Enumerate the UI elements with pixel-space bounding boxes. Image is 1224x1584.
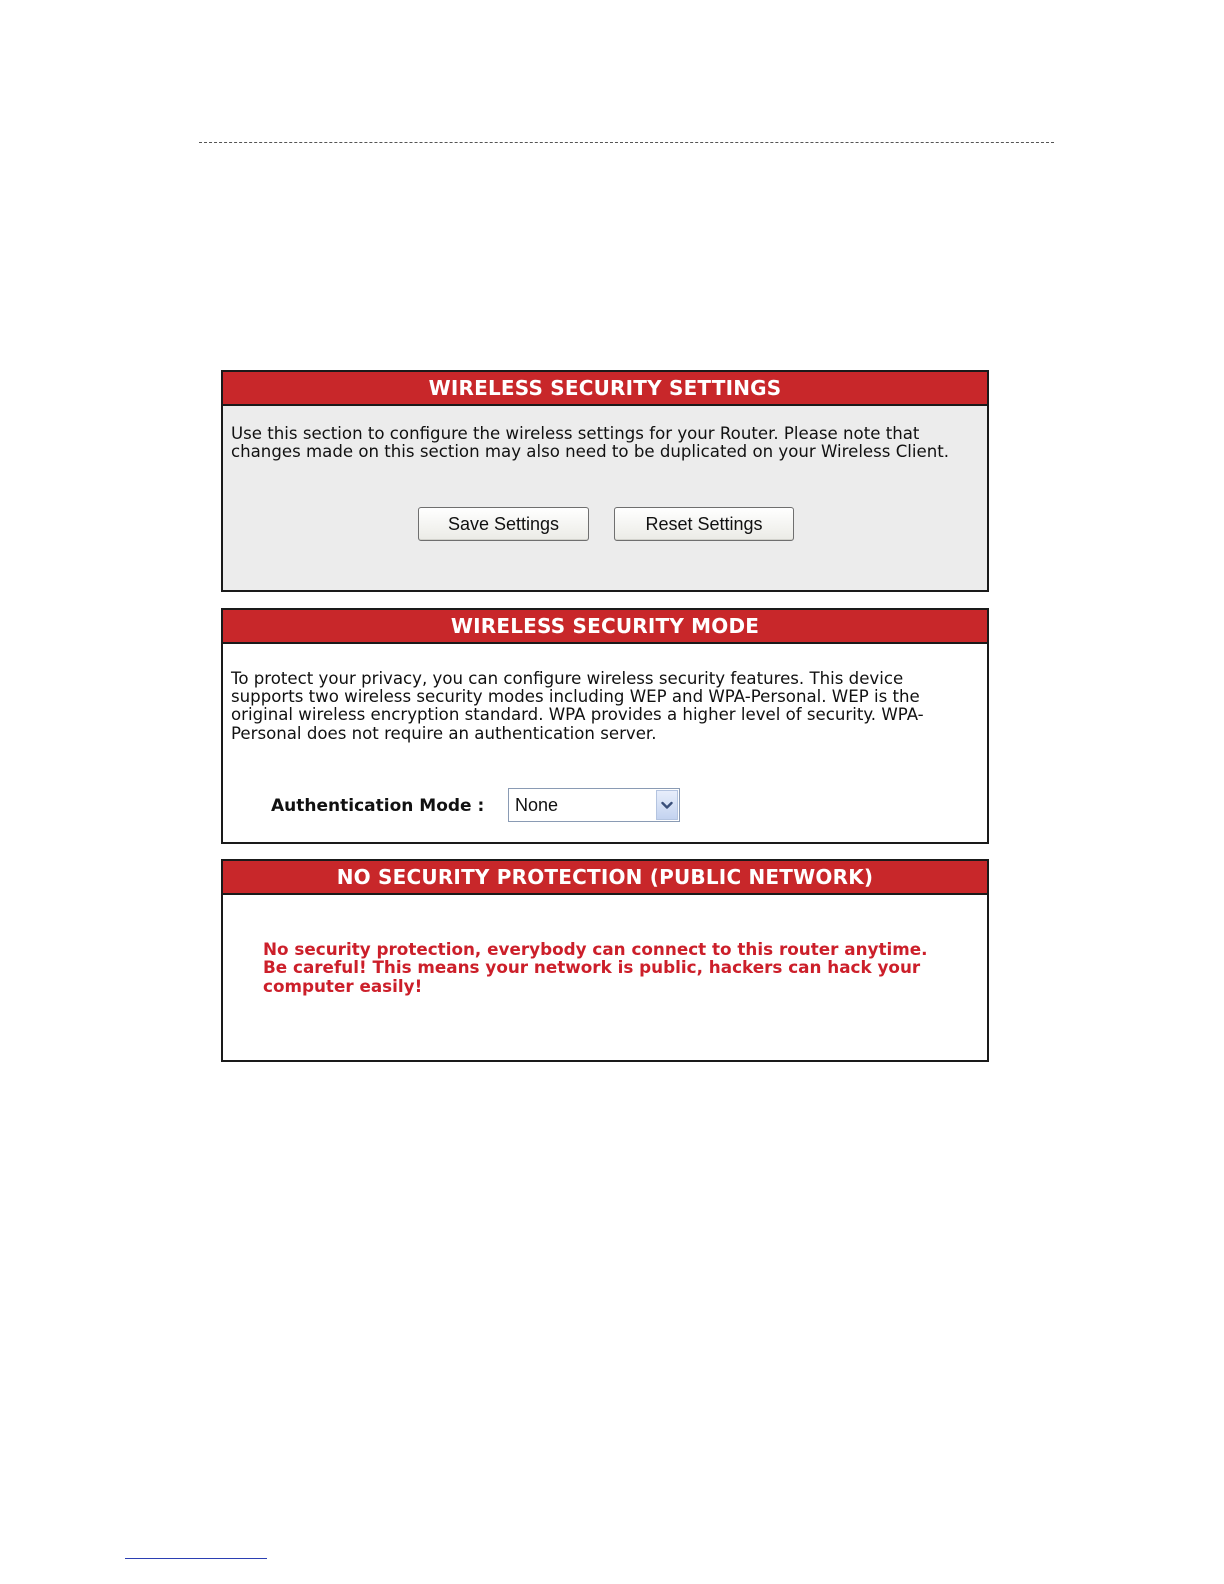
settings-description: Use this section to configure the wireless settings for your Router. Please note that changes made on this section may also need to be duplicated on your Wireless Client.	[231, 424, 950, 462]
panel-title: NO SECURITY PROTECTION (PUBLIC NETWORK)	[223, 861, 987, 895]
no-security-panel	[221, 859, 989, 1062]
security-warning: No security protection, everybody can connect to this router anytime. Be careful! This means your network is public, hackers can hack your computer easily!	[263, 939, 928, 996]
wireless-security-mode-panel	[221, 608, 989, 844]
panel-title: WIRELESS SECURITY SETTINGS	[223, 372, 987, 406]
reset-settings-button[interactable]: Reset Settings	[614, 507, 794, 541]
mode-description: To protect your privacy, you can configure wireless security features. This device supports two wireless security modes including WEP and WPA-Personal. WEP is the original wireless encryption standard. WPA provides a higher level of security. WPA-Personal does not require an authentication server.	[231, 669, 924, 743]
authentication-mode-label: Authentication Mode :	[271, 796, 485, 816]
panel-body	[223, 895, 987, 1060]
top-divider	[199, 142, 1054, 143]
authentication-mode-value: None	[515, 795, 559, 815]
save-settings-button[interactable]: Save Settings	[418, 507, 589, 541]
wireless-security-settings-panel	[221, 370, 989, 592]
panel-title: WIRELESS SECURITY MODE	[223, 610, 987, 644]
panel-body	[223, 644, 987, 842]
authentication-mode-select[interactable]	[508, 788, 680, 822]
footer-link-underline	[125, 1558, 267, 1559]
chevron-down-icon[interactable]	[656, 790, 678, 820]
panel-body	[223, 406, 987, 590]
